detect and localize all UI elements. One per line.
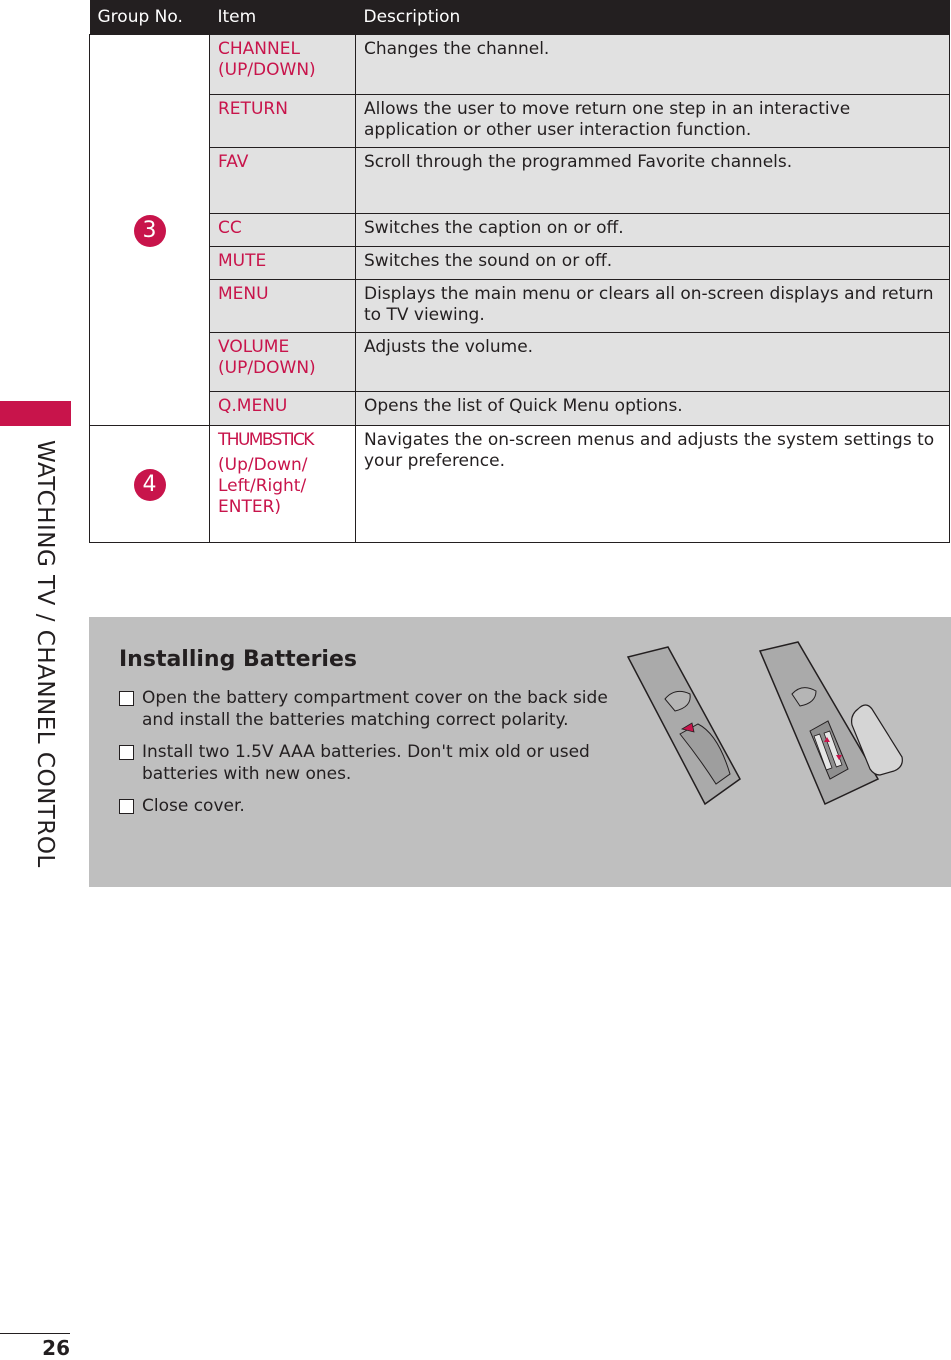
item-cell: CHANNEL (UP/DOWN)	[210, 35, 356, 95]
thumbstick-directions: (Up/Down/ Left/Right/ ENTER)	[218, 455, 308, 517]
table-row	[90, 95, 950, 148]
table-row	[90, 247, 950, 280]
group-number-badge: 3	[134, 215, 166, 247]
description-cell: Scroll through the programmed Favorite channels.	[356, 148, 950, 214]
item-cell: MUTE	[210, 247, 356, 280]
header-item: Item	[210, 0, 356, 35]
table-row	[90, 148, 950, 214]
item-cell: RETURN	[210, 95, 356, 148]
list-item	[119, 742, 609, 785]
list-item	[119, 688, 609, 731]
header-group-no: Group No.	[90, 0, 210, 35]
remote-buttons-table	[89, 0, 950, 543]
chapter-side-label: WATCHING TV / CHANNEL CONTROL	[32, 440, 58, 868]
header-description: Description	[356, 0, 950, 35]
group-cell-3	[90, 35, 210, 426]
group-number-badge: 4	[134, 469, 166, 501]
batteries-steps	[119, 688, 609, 829]
thumbstick-label: THUMBSTICK	[218, 430, 313, 450]
chapter-tab-marker	[0, 401, 71, 426]
battery-install-illustration	[620, 639, 920, 814]
table-row	[90, 35, 950, 95]
remote-batteries-installed-illustration	[760, 642, 902, 804]
checkbox-icon	[119, 691, 134, 706]
description-cell: Switches the sound on or off.	[356, 247, 950, 280]
group-cell-4	[90, 426, 210, 543]
checkbox-icon	[119, 799, 134, 814]
item-cell: CC	[210, 214, 356, 247]
description-cell: Switches the caption on or off.	[356, 214, 950, 247]
step-text: Open the battery compartment cover on the back side and install the batteries matching correct polarity.	[142, 688, 608, 730]
installing-batteries-panel	[89, 617, 951, 887]
table-row	[90, 214, 950, 247]
remote-back-cover-open-illustration	[628, 647, 740, 804]
description-cell: Allows the user to move return one step in an interactive application or other user interaction function.	[356, 95, 950, 148]
table-header-row	[90, 0, 950, 35]
item-cell: FAV	[210, 148, 356, 214]
item-cell: VOLUME (UP/DOWN)	[210, 333, 356, 392]
description-cell: Opens the list of Quick Menu options.	[356, 392, 950, 426]
list-item	[119, 796, 609, 818]
item-cell	[210, 426, 356, 543]
step-text: Close cover.	[142, 796, 245, 816]
item-cell: Q.MENU	[210, 392, 356, 426]
item-cell: MENU	[210, 280, 356, 333]
table-row	[90, 333, 950, 392]
description-cell: Adjusts the volume.	[356, 333, 950, 392]
batteries-title: Installing Batteries	[119, 647, 357, 672]
description-cell: Displays the main menu or clears all on-screen displays and return to TV viewing.	[356, 280, 950, 333]
table-row	[90, 280, 950, 333]
description-cell: Changes the channel.	[356, 35, 950, 95]
step-text: Install two 1.5V AAA batteries. Don't mix old or used batteries with new ones.	[142, 742, 590, 784]
description-cell: Navigates the on-screen menus and adjusts the system settings to your preference.	[356, 426, 950, 543]
page-number: 26	[0, 1333, 70, 1360]
checkbox-icon	[119, 745, 134, 760]
table-row	[90, 392, 950, 426]
table-row	[90, 426, 950, 543]
